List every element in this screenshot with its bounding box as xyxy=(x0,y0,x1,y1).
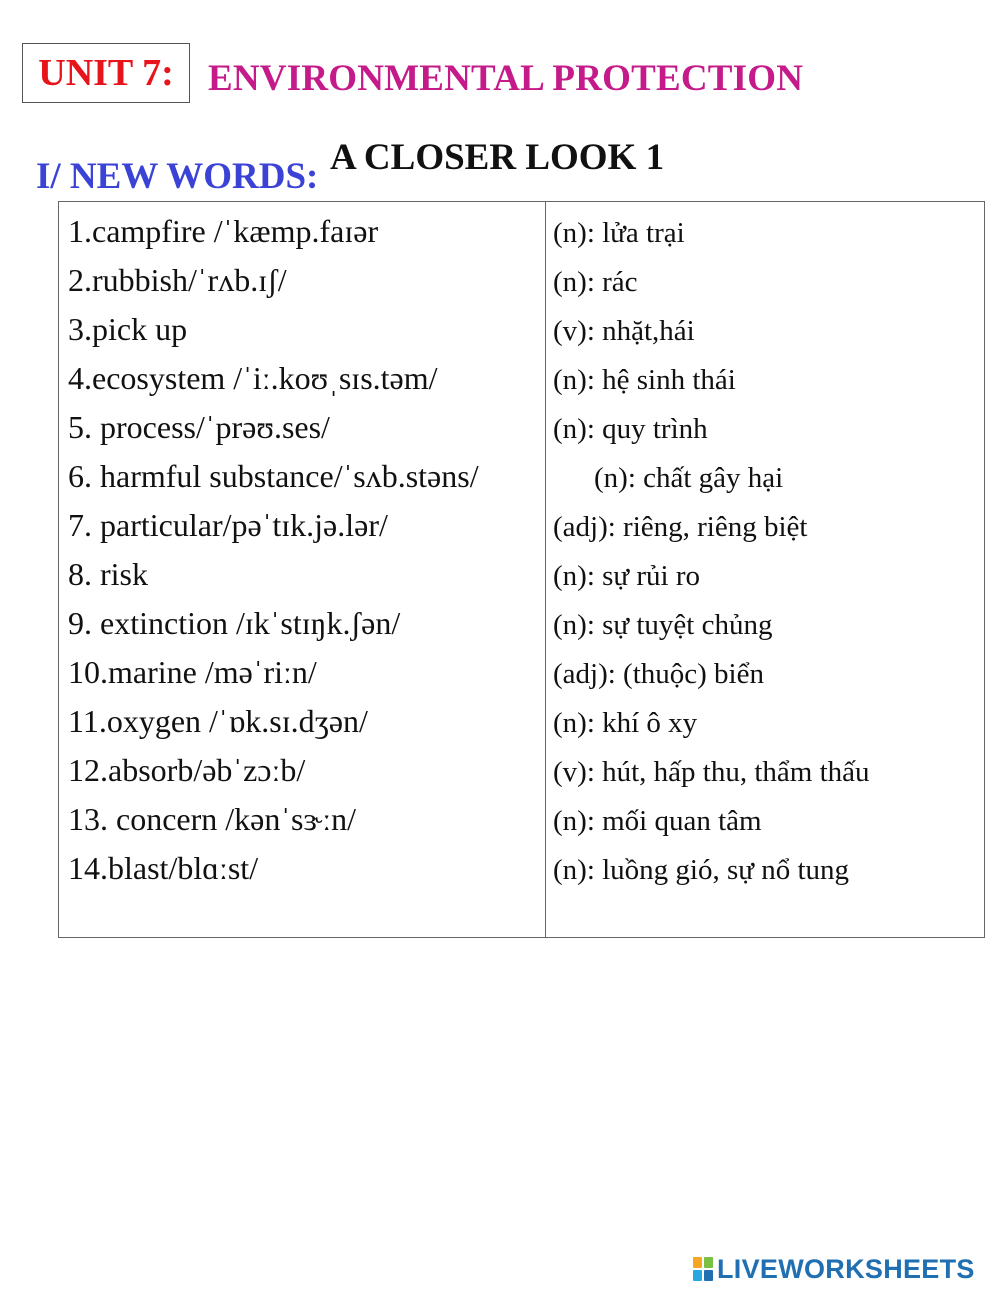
liveworksheets-logo-icon xyxy=(692,1256,714,1282)
chapter-title: ENVIRONMENTAL PROTECTION xyxy=(208,58,804,99)
vocab-meaning: (n): khí ô xy xyxy=(553,707,698,739)
vocab-word: 4.ecosystem /ˈiː.koʊˌsɪs.təm/ xyxy=(68,360,438,396)
vocab-meaning: (n): chất gây hại xyxy=(594,462,784,494)
vocab-word: 6. harmful substance/ˈsʌb.stəns/ xyxy=(68,458,479,494)
vocab-word: 2.rubbish/ˈrʌb.ɪʃ/ xyxy=(68,262,287,298)
column-divider xyxy=(545,202,546,937)
liveworksheets-brand[interactable] xyxy=(692,1254,975,1284)
vocab-meaning: (n): sự rủi ro xyxy=(553,560,700,592)
lesson-title: A CLOSER LOOK 1 xyxy=(330,137,665,178)
vocab-meaning: (n): mối quan tâm xyxy=(553,805,762,837)
brand-text: LIVEWORKSHEETS xyxy=(717,1253,975,1284)
vocab-word: 11.oxygen /ˈɒk.sɪ.dʒən/ xyxy=(68,703,368,739)
vocab-meaning: (v): nhặt,hái xyxy=(553,315,695,347)
vocab-meaning: (n): quy trình xyxy=(553,413,708,445)
vocab-word: 9. extinction /ɪkˈstɪŋk.ʃən/ xyxy=(68,605,401,641)
vocab-meaning: (adj): riêng, riêng biệt xyxy=(553,511,808,543)
vietnamese-column xyxy=(553,216,978,902)
vocab-meaning: (v): hút, hấp thu, thẩm thấu xyxy=(553,756,870,788)
vocab-meaning: (n): sự tuyệt chủng xyxy=(553,609,773,641)
vocab-meaning: (n): lửa trại xyxy=(553,217,685,249)
vocab-word: 7. particular/pəˈtɪk.jə.lər/ xyxy=(68,507,388,543)
vocab-word: 5. process/ˈprəʊ.ses/ xyxy=(68,409,330,445)
vocab-word: 1.campfire /ˈkæmp.faɪər xyxy=(68,213,379,249)
english-column xyxy=(68,213,538,899)
vocab-word: 12.absorb/əbˈzɔːb/ xyxy=(68,752,306,788)
section-heading: I/ NEW WORDS: xyxy=(36,156,319,197)
vocab-word: 14.blast/blɑːst/ xyxy=(68,850,259,886)
vocab-word: 10.marine /məˈriːn/ xyxy=(68,654,317,690)
unit-label-box xyxy=(22,43,190,103)
vocab-word: 8. risk xyxy=(68,556,148,592)
vocab-word: 13. concern /kənˈsɝːn/ xyxy=(68,801,357,837)
vocab-meaning: (n): rác xyxy=(553,266,638,298)
vocab-meaning: (adj): (thuộc) biển xyxy=(553,658,764,690)
unit-label: UNIT 7: xyxy=(38,52,174,94)
vocab-word: 3.pick up xyxy=(68,311,188,347)
vocab-meaning: (n): hệ sinh thái xyxy=(553,364,736,396)
vocabulary-table xyxy=(58,201,985,938)
vocab-meaning: (n): luồng gió, sự nổ tung xyxy=(553,854,850,886)
